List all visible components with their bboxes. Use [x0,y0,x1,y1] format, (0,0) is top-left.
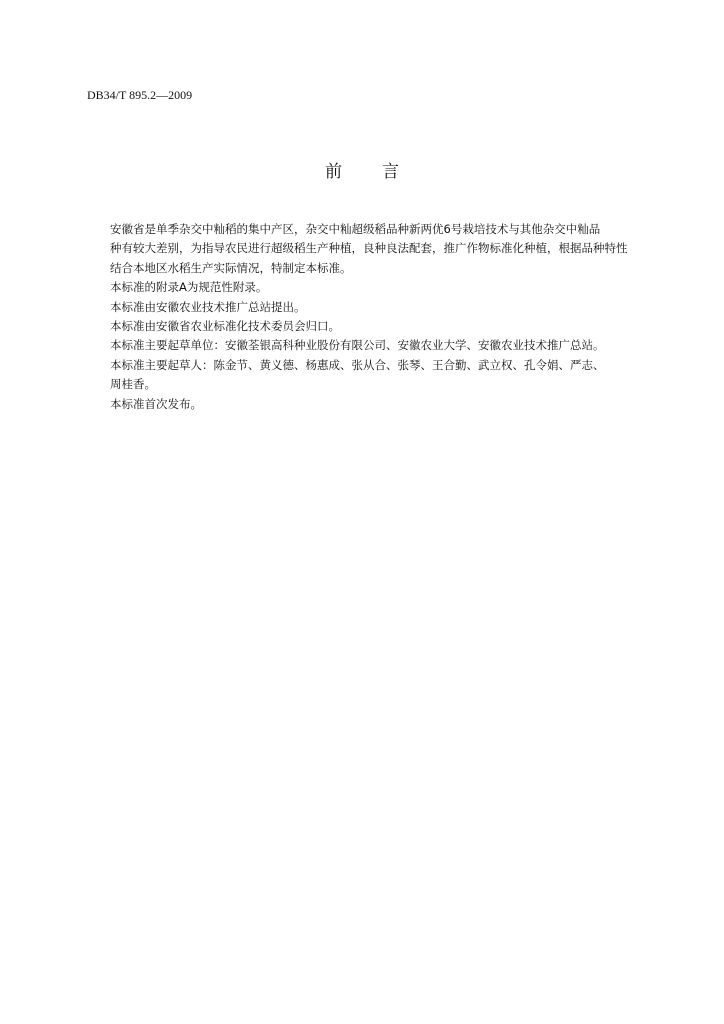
title-char-2: 言 [382,162,399,182]
paragraph-intro-line-3: 结合本地区水稻生产实际情况，特制定本标准。 [110,260,352,275]
paragraph-centralized: 本标准由安徽省农业标准化技术委员会归口。 [110,319,340,334]
paragraph-drafters-line-1: 本标准主要起草人：陈金节、黄义德、杨惠成、张从合、张琴、王合勤、武立权、孔令娟、严志、 [110,357,605,372]
paragraph-intro-cont-1 [87,239,657,258]
paragraph-proposer: 本标准由安徽农业技术推广总站提出。 [110,299,306,314]
foreword-body [87,220,657,414]
paragraph-drafting-units: 本标准主要起草单位：安徽荃银高科种业股份有限公司、安徽农业大学、安徽农业技术推广总站。 [110,338,605,353]
paragraph-appendix: 本标准的附录A为规范性附录。 [110,280,268,295]
paragraph-drafters [87,356,657,375]
paragraph-intro-line-1: 安徽省是单季杂交中籼稻的集中产区，杂交中籼超级稻品种新两优6号栽培技术与其他杂交中籼品 [110,222,601,236]
title-char-1: 前 [325,162,342,182]
page-title [0,157,724,182]
paragraph-intro-cont-2 [87,259,657,278]
paragraph-drafters-cont [87,375,657,394]
document-code: DB34/T 895.2—2009 [87,88,193,102]
paragraph-intro-line-2: 种有较大差别，为指导农民进行超级稻生产种植，良种良法配套，推广作物标准化种植，根据品种特性 [110,241,628,256]
paragraph-intro [87,220,657,239]
paragraph-drafters-line-2: 周桂香。 [110,377,156,392]
paragraph-first-release: 本标准首次发布。 [110,396,202,411]
